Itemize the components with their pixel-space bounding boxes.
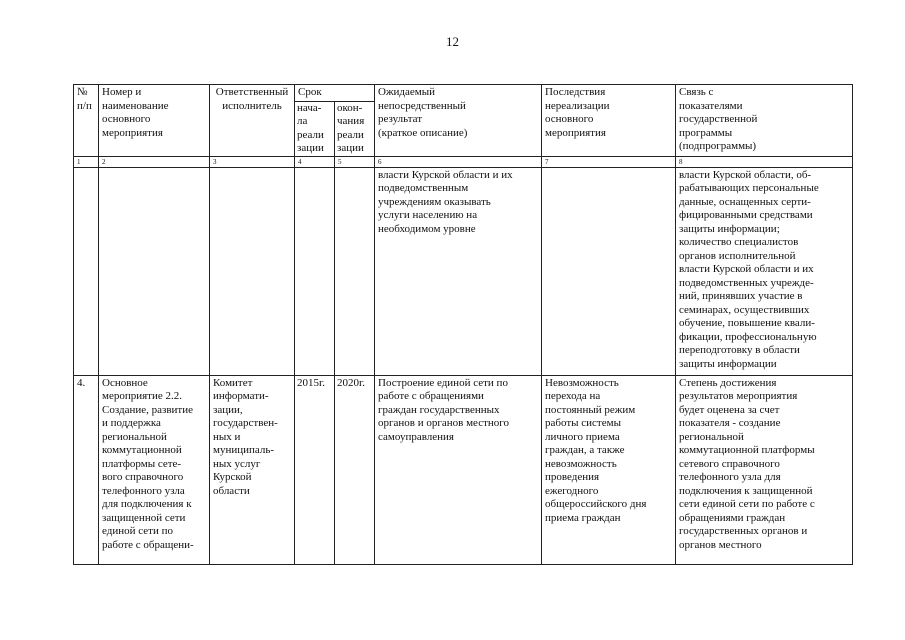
row4-name-cell: Основное мероприятие 2.2. Создание, развитие и поддержка региональной коммутационной платформы сете- вого справочного телефонного узла для подключения к защищенной сети единой сети по работе с обращени- (99, 375, 210, 564)
header-result: Ожидаемый непосредственный результат (краткое описание) (375, 85, 542, 157)
cont-start-cell (295, 167, 335, 375)
cont-name-cell (99, 167, 210, 375)
column-number: 7 (542, 156, 676, 167)
row4-end-cell: 2020г. (335, 375, 375, 564)
column-number: 2 (99, 156, 210, 167)
row4-link-cell: Степень достижения результатов мероприятия будет оценена за счет показателя - создание региональной коммутационной платформы сетевого справочного телефонного узла для подключения к защищенной сети единой сети по работе с обращениями граждан государственных органов и органов местного (676, 375, 853, 564)
header-end: окон- чания реали зации (335, 101, 375, 156)
column-number: 4 (295, 156, 335, 167)
row4-start-cell: 2015г. (295, 375, 335, 564)
cont-num-cell (74, 167, 99, 375)
header-term: Срок (295, 85, 375, 102)
column-number-row (74, 156, 853, 167)
column-number: 3 (210, 156, 295, 167)
header-start: нача- ла реали зации (295, 101, 335, 156)
column-number: 6 (375, 156, 542, 167)
row4-consequences-cell: Невозможность перехода на постоянный режим работы системы личного приема граждан, а также невозможность проведения ежегодного общероссийского дня приема граждан (542, 375, 676, 564)
table-row-4 (74, 375, 853, 564)
header-link: Связь с показателями государственной программы (подпрограммы) (676, 85, 853, 157)
header-num: № п/п (74, 85, 99, 157)
column-number: 5 (335, 156, 375, 167)
cont-end-cell (335, 167, 375, 375)
cont-executor-cell (210, 167, 295, 375)
row4-executor-cell: Комитет информати- зации, государствен- ных и муниципаль- ных услуг Курской области (210, 375, 295, 564)
row4-result-cell: Построение единой сети по работе с обращениями граждан государственных органов и органов местного самоуправления (375, 375, 542, 564)
cont-link-cell: власти Курской области, об- рабатывающих персональные данные, оснащенных серти- фицированными средствами защиты информации; количество специалистов органов исполнительной власти Курской области и их подведомственных учрежде- ний, принявших участие в семинарах, осуществивших обучение, повышение квали- фикации, профессиональную переподготовку в области защиты информации (676, 167, 853, 375)
column-number: 1 (74, 156, 99, 167)
header-executor: Ответственный исполнитель (210, 85, 295, 157)
cont-result-cell: власти Курской области и их подведомственным учреждениям оказывать услуги населению на необходимом уровне (375, 167, 542, 375)
column-number: 8 (676, 156, 853, 167)
cont-consequences-cell (542, 167, 676, 375)
table-row-continuation (74, 167, 853, 375)
row4-num-cell: 4. (74, 375, 99, 564)
header-consequences: Последствия нереализации основного мероприятия (542, 85, 676, 157)
table-header-row (74, 85, 853, 102)
activities-table (73, 84, 853, 565)
page-number: 12 (446, 34, 459, 49)
header-name: Номер и наименование основного мероприятия (99, 85, 210, 157)
